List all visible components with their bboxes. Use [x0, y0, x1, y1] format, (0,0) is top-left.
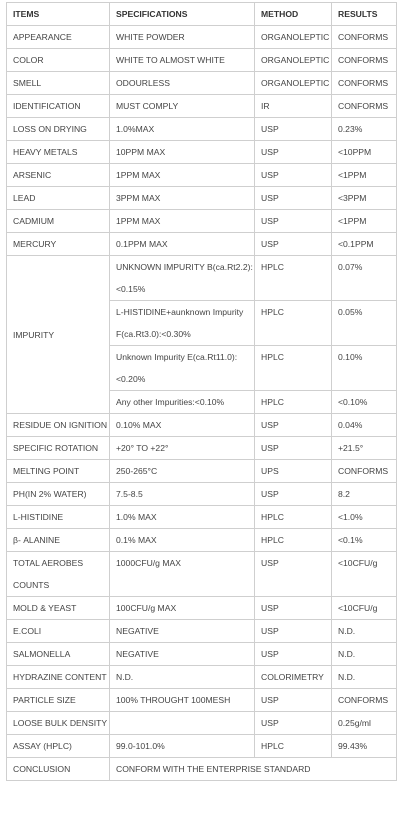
- spec-cell: MUST COMPLY: [110, 95, 255, 118]
- table-row: [7, 506, 397, 529]
- table-row: [7, 597, 397, 620]
- result-cell: 0.05%: [332, 301, 397, 346]
- result-cell: <10CFU/g: [332, 552, 397, 597]
- item-cell: PARTICLE SIZE: [7, 689, 110, 712]
- table-row: [7, 233, 397, 256]
- result-cell: <0.1%: [332, 529, 397, 552]
- method-cell: HPLC: [255, 529, 332, 552]
- result-cell: 0.25g/ml: [332, 712, 397, 735]
- item-cell: HEAVY METALS: [7, 141, 110, 164]
- spec-cell: 100CFU/g MAX: [110, 597, 255, 620]
- item-cell: E.COLI: [7, 620, 110, 643]
- conclusion-text: CONFORM WITH THE ENTERPRISE STANDARD: [110, 758, 397, 781]
- table-row: [7, 164, 397, 187]
- spec-cell: UNKNOWN IMPURITY B(ca.Rt2.2):<0.15%: [110, 256, 255, 301]
- spec-cell: WHITE TO ALMOST WHITE: [110, 49, 255, 72]
- table-row: [7, 210, 397, 233]
- result-cell: CONFORMS: [332, 460, 397, 483]
- item-cell: L-HISTIDINE: [7, 506, 110, 529]
- spec-cell: Unknown Impurity E(ca.Rt11.0): <0.20%: [110, 346, 255, 391]
- method-cell: USP: [255, 552, 332, 597]
- item-cell: LEAD: [7, 187, 110, 210]
- result-cell: 0.10%: [332, 346, 397, 391]
- spec-cell: [110, 712, 255, 735]
- table-row: [7, 460, 397, 483]
- result-cell: N.D.: [332, 620, 397, 643]
- header-row: [7, 3, 397, 26]
- table-row: [7, 49, 397, 72]
- method-cell: USP: [255, 118, 332, 141]
- method-cell: HPLC: [255, 735, 332, 758]
- result-cell: <0.10%: [332, 391, 397, 414]
- item-cell: TOTAL AEROBES COUNTS: [7, 552, 110, 597]
- method-cell: HPLC: [255, 301, 332, 346]
- result-cell: CONFORMS: [332, 26, 397, 49]
- table-body: [7, 26, 397, 781]
- spec-cell: 1.0%MAX: [110, 118, 255, 141]
- result-cell: <10CFU/g: [332, 597, 397, 620]
- table-row: [7, 666, 397, 689]
- conclusion-row: [7, 758, 397, 781]
- table-row: [7, 414, 397, 437]
- spec-cell: 1PPM MAX: [110, 164, 255, 187]
- conclusion-label: CONCLUSION: [7, 758, 110, 781]
- result-cell: <1.0%: [332, 506, 397, 529]
- method-cell: HPLC: [255, 346, 332, 391]
- method-cell: USP: [255, 233, 332, 256]
- spec-cell: 0.1% MAX: [110, 529, 255, 552]
- item-cell: COLOR: [7, 49, 110, 72]
- impurity-row: [7, 256, 397, 301]
- result-cell: <1PPM: [332, 164, 397, 187]
- spec-cell: ODOURLESS: [110, 72, 255, 95]
- item-cell: RESIDUE ON IGNITION: [7, 414, 110, 437]
- method-cell: USP: [255, 437, 332, 460]
- result-cell: CONFORMS: [332, 49, 397, 72]
- result-cell: 8.2: [332, 483, 397, 506]
- item-cell: IDENTIFICATION: [7, 95, 110, 118]
- spec-cell: 250-265°C: [110, 460, 255, 483]
- method-cell: HPLC: [255, 506, 332, 529]
- method-cell: COLORIMETRY: [255, 666, 332, 689]
- table-row: [7, 26, 397, 49]
- item-cell: MOLD & YEAST: [7, 597, 110, 620]
- spec-cell: NEGATIVE: [110, 643, 255, 666]
- table-row: [7, 735, 397, 758]
- spec-cell: Any other Impurities:<0.10%: [110, 391, 255, 414]
- result-cell: <0.1PPM: [332, 233, 397, 256]
- method-cell: ORGANOLEPTIC: [255, 49, 332, 72]
- table-row: [7, 712, 397, 735]
- result-cell: CONFORMS: [332, 689, 397, 712]
- item-cell: APPEARANCE: [7, 26, 110, 49]
- table-row: [7, 529, 397, 552]
- method-cell: HPLC: [255, 391, 332, 414]
- result-cell: <1PPM: [332, 210, 397, 233]
- result-cell: 0.04%: [332, 414, 397, 437]
- table-row: [7, 620, 397, 643]
- spec-cell: 1.0% MAX: [110, 506, 255, 529]
- method-cell: ORGANOLEPTIC: [255, 72, 332, 95]
- item-cell: SPECIFIC ROTATION: [7, 437, 110, 460]
- item-cell: ASSAY (HPLC): [7, 735, 110, 758]
- specification-table: [6, 2, 397, 781]
- item-cell: MERCURY: [7, 233, 110, 256]
- item-cell: HYDRAZINE CONTENT: [7, 666, 110, 689]
- spec-cell: N.D.: [110, 666, 255, 689]
- table-row: [7, 118, 397, 141]
- method-cell: USP: [255, 141, 332, 164]
- spec-cell: NEGATIVE: [110, 620, 255, 643]
- method-cell: ORGANOLEPTIC: [255, 26, 332, 49]
- spec-cell: 3PPM MAX: [110, 187, 255, 210]
- table-row: [7, 187, 397, 210]
- method-cell: USP: [255, 187, 332, 210]
- method-cell: USP: [255, 164, 332, 187]
- method-cell: USP: [255, 643, 332, 666]
- result-cell: CONFORMS: [332, 72, 397, 95]
- spec-cell: 7.5-8.5: [110, 483, 255, 506]
- method-cell: USP: [255, 689, 332, 712]
- method-cell: USP: [255, 597, 332, 620]
- result-cell: <3PPM: [332, 187, 397, 210]
- table-row: [7, 72, 397, 95]
- result-cell: N.D.: [332, 666, 397, 689]
- spec-cell: WHITE POWDER: [110, 26, 255, 49]
- spec-cell: 1PPM MAX: [110, 210, 255, 233]
- header-specifications: SPECIFICATIONS: [110, 3, 255, 26]
- result-cell: 0.23%: [332, 118, 397, 141]
- item-cell: LOSS ON DRYING: [7, 118, 110, 141]
- spec-cell: 10PPM MAX: [110, 141, 255, 164]
- method-cell: IR: [255, 95, 332, 118]
- table-header: [7, 3, 397, 26]
- header-items: ITEMS: [7, 3, 110, 26]
- table-row: [7, 643, 397, 666]
- table-row: [7, 483, 397, 506]
- method-cell: USP: [255, 414, 332, 437]
- table-row: [7, 141, 397, 164]
- method-cell: USP: [255, 210, 332, 233]
- method-cell: USP: [255, 620, 332, 643]
- method-cell: HPLC: [255, 256, 332, 301]
- table-row: [7, 689, 397, 712]
- result-cell: 0.07%: [332, 256, 397, 301]
- header-method: METHOD: [255, 3, 332, 26]
- table-row: [7, 552, 397, 597]
- table-row: [7, 95, 397, 118]
- method-cell: UPS: [255, 460, 332, 483]
- method-cell: USP: [255, 483, 332, 506]
- spec-cell: 0.1PPM MAX: [110, 233, 255, 256]
- item-cell: ARSENIC: [7, 164, 110, 187]
- result-cell: <10PPM: [332, 141, 397, 164]
- item-cell: SMELL: [7, 72, 110, 95]
- table-row: [7, 437, 397, 460]
- impurity-item-cell: IMPURITY: [7, 256, 110, 414]
- result-cell: 99.43%: [332, 735, 397, 758]
- method-cell: USP: [255, 712, 332, 735]
- item-cell: CADMIUM: [7, 210, 110, 233]
- spec-cell: 0.10% MAX: [110, 414, 255, 437]
- spec-cell: +20° TO +22°: [110, 437, 255, 460]
- header-results: RESULTS: [332, 3, 397, 26]
- spec-cell: 99.0-101.0%: [110, 735, 255, 758]
- result-cell: +21.5°: [332, 437, 397, 460]
- spec-cell: 1000CFU/g MAX: [110, 552, 255, 597]
- item-cell: β- ALANINE: [7, 529, 110, 552]
- result-cell: CONFORMS: [332, 95, 397, 118]
- result-cell: N.D.: [332, 643, 397, 666]
- item-cell: MELTING POINT: [7, 460, 110, 483]
- spec-cell: L-HISTIDINE+aunknown Impurity F(ca.Rt3.0):<0.30%: [110, 301, 255, 346]
- item-cell: SALMONELLA: [7, 643, 110, 666]
- item-cell: LOOSE BULK DENSITY: [7, 712, 110, 735]
- item-cell: PH(IN 2% WATER): [7, 483, 110, 506]
- spec-cell: 100% THROUGHT 100MESH: [110, 689, 255, 712]
